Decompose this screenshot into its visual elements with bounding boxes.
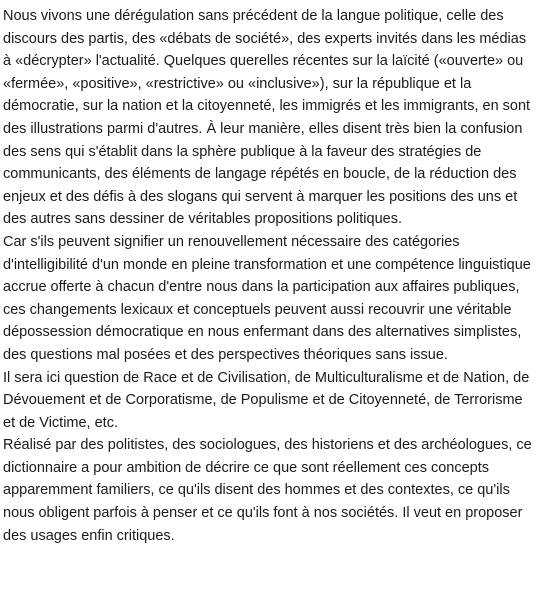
paragraph-renouvellement: Car s'ils peuvent signifier un renouvellement nécessaire des catégories d'intelligibilité d'un monde en pleine transformation et une compétence linguistique accrue offerte à chacun d'entre nous dans la participation aux affaires publiques, ces changements lexicaux et conceptuels peuvent aussi recouvrir une véritable dépossession démocratique en nous enfermant dans des alternatives simplistes, des questions mal posées et des perspectives théoriques sans issue. <box>3 233 531 363</box>
paragraph-questions: Il sera ici question de Race et de Civilisation, de Multiculturalisme et de Nation, de Dévouement et de Corporatisme, de Populisme et de Citoyenneté, de Terrorisme et de Victime, etc. <box>3 369 530 431</box>
paragraph-dictionnaire: Réalisé par des politistes, des sociologues, des historiens et des archéologues, ce dictionnaire a pour ambition de décrire ce que sont réellement ces concepts apparemment familiers, ce qu'ils disent des hommes et des contextes, ce qu'ils nous obligent parfois à penser et ce qu'ils font à nos sociétés. Il veut en proposer des usages enfin critiques. <box>3 437 532 544</box>
paragraph-deregulation: Nous vivons une dérégulation sans précédent de la langue politique, celle des discours des partis, des «débats de société», des experts invités dans les médias à «décrypter» l'actualité. Quelques querelles récentes sur la laïcité («ouverte» ou «fermée», «positive», «restrictive» ou «inclusive»), sur la république et la démocratie, sur la nation et la citoyenneté, les immigrés et les immigrants, en sont des illustrations parmi d'autres. À leur manière, elles disent très bien la confusion des sens qui s'établit dans la sphère publique à la faveur des stratégies de communicants, des éléments de langage répétés en boucle, de la réduction des enjeux et des défis à des slogans qui servent à marquer les positions des uns et des autres sans dessiner de véritables propositions politiques. <box>3 8 531 228</box>
